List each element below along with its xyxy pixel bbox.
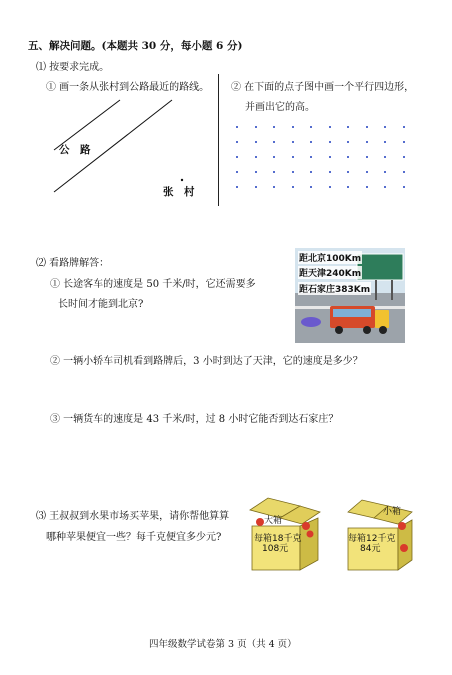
grid-dot [384,126,386,128]
road-sign-image [295,248,405,343]
q3-line2: 哪种苹果便宜一些？每千克便宜多少元? [46,532,222,543]
grid-dot [310,186,312,188]
q2-sub1-line2: 长时间才能到北京? [58,299,144,310]
grid-dot [292,186,294,188]
grid-dot [347,171,349,173]
grid-dot [310,141,312,143]
grid-dot [236,156,238,158]
grid-dot [310,171,312,173]
grid-dot [255,171,257,173]
grid-dot [329,126,331,128]
grid-dot [273,156,275,158]
grid-dot [273,141,275,143]
q3-line1: ⑶ 王叔叔到水果市场买苹果，请你帮他算算 [36,511,230,522]
q2-sub1-line1: ① 长途客车的速度是 50 千米/时，它还需要多 [50,279,256,290]
small-box-price: 84元 [360,544,381,554]
grid-dot [366,156,368,158]
grid-dot [255,156,257,158]
grid-dot [403,186,405,188]
grid-dot [292,141,294,143]
village-point [181,179,183,181]
grid-dot [366,126,368,128]
grid-dot [366,171,368,173]
grid-dot [347,156,349,158]
grid-dot [403,171,405,173]
sign-line-tianjin: 距天津240Km [298,266,362,279]
grid-dot [273,171,275,173]
grid-dot [329,141,331,143]
grid-dot [236,186,238,188]
page-footer: 四年级数学试卷第 3 页（共 4 页） [149,639,297,650]
grid-dot [384,171,386,173]
grid-dot [329,171,331,173]
grid-dot [347,186,349,188]
road-label: 公 路 [59,144,91,156]
grid-dot [403,126,405,128]
grid-dot [366,141,368,143]
grid-dot [384,156,386,158]
grid-dot [329,186,331,188]
grid-dot [255,186,257,188]
q2-sub3: ③ 一辆货车的速度是 43 千米/时，过 8 小时它能否到达石家庄？ [50,414,339,425]
grid-dot [236,141,238,143]
big-box-name: 大箱 [264,516,283,526]
section-heading: 五、解决问题。(本题共 30 分，每小题 6 分) [28,40,243,52]
grid-dot [347,126,349,128]
grid-dot [366,186,368,188]
grid-dot [255,141,257,143]
column-divider [218,74,219,206]
grid-dot [292,156,294,158]
q1-sub2-line1: ② 在下面的点子图中画一个平行四边形， [231,82,415,93]
big-box-price: 108元 [262,544,289,554]
village-label: 张 村 [163,186,195,198]
grid-dot [273,126,275,128]
grid-dot [310,126,312,128]
grid-dot [292,171,294,173]
grid-dot [329,156,331,158]
grid-dot [384,141,386,143]
q2-sub2: ② 一辆小轿车司机看到路牌后，3 小时到达了天津，它的速度是多少？ [50,356,363,367]
q2-intro: ⑵ 看路牌解答： [36,258,110,269]
grid-dot [310,156,312,158]
sign-line-beijing: 距北京100Km [298,251,362,264]
big-box-weight: 每箱18千克 [254,534,302,544]
grid-dot [236,126,238,128]
q1-sub1: ① 画一条从张村到公路最近的路线。 [46,82,210,93]
grid-dot [273,186,275,188]
q1-intro: ⑴ 按要求完成。 [36,62,110,73]
grid-dot [347,141,349,143]
grid-dot [403,156,405,158]
sign-line-shijiazhuang: 距石家庄383Km [298,282,371,295]
small-box-weight: 每箱12千克 [348,534,396,544]
grid-dot [384,186,386,188]
grid-dot [255,126,257,128]
small-box-name: 小箱 [383,507,402,517]
q1-sub2-line2: 并画出它的高。 [245,102,315,113]
grid-dot [292,126,294,128]
grid-dot [403,141,405,143]
grid-dot [236,171,238,173]
